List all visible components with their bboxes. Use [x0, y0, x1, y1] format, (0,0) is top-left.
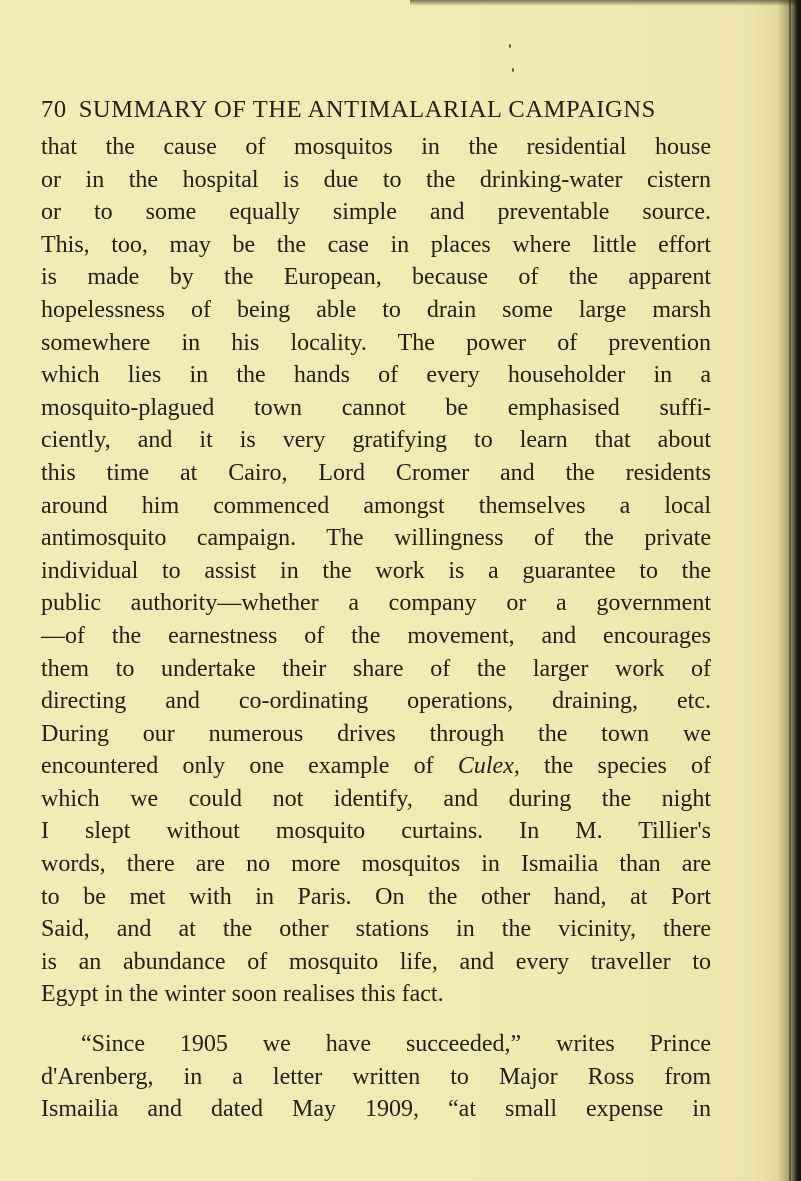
text-line: —of the earnestness of the movement, and encourages: [41, 622, 711, 649]
text-line: This, too, may be the case in places where little effort: [41, 231, 711, 258]
text-line: During our numerous drives through the town we: [41, 720, 711, 747]
text-line: Egypt in the winter soon realises this fact.: [41, 981, 444, 1008]
text-line: d'Arenberg, in a letter written to Major Ross from: [41, 1063, 711, 1090]
paragraph-1: [41, 131, 711, 1011]
text-line: Said, and at the other stations in the vicinity, there: [41, 916, 711, 943]
text-line: which we could not identify, and during the night: [41, 785, 711, 812]
text-line: hopelessness of being able to drain some large marsh: [41, 296, 711, 323]
text-line: this time at Cairo, Lord Cromer and the residents: [41, 459, 711, 486]
page-number: 70: [41, 96, 67, 123]
taxon-name: Culex: [457, 753, 514, 780]
paragraph-2: [41, 1028, 711, 1126]
text-line: ciently, and it is very gratifying to learn that about: [41, 427, 711, 454]
text-line: that the cause of mosquitos in the residential house: [41, 134, 711, 160]
text-line: is made by the European, because of the apparent: [41, 264, 711, 291]
text-line: mosquito-plagued town cannot be emphasised suffi-: [41, 394, 711, 421]
running-title: SUMMARY OF THE ANTIMALARIAL CAMPAIGNS: [78, 96, 656, 123]
paper-speck: [509, 44, 511, 48]
text-line: or in the hospital is due to the drinking-water cistern: [41, 166, 711, 193]
text-line: to be met with in Paris. On the other hand, at Port: [41, 883, 711, 910]
text-line: them to undertake their share of the larger work of: [41, 655, 711, 682]
paper-speck: [512, 68, 514, 72]
text-line: or to some equally simple and preventable source.: [41, 199, 711, 226]
text-line: encountered only one example of Culex, the species of: [41, 753, 711, 780]
paragraph-gap: [41, 1011, 711, 1028]
text-line: directing and co-ordinating operations, draining, etc.: [41, 688, 711, 715]
text-line: words, there are no more mosquitos in Ismailia than are: [41, 851, 711, 878]
text-line: Ismailia and dated May 1909, “at small expense in: [41, 1096, 711, 1123]
text-line: which lies in the hands of every householder in a: [41, 362, 711, 389]
text-line: around him commenced amongst themselves a local: [41, 492, 711, 519]
text-line: antimosquito campaign. The willingness of the private: [41, 525, 711, 552]
text-line: individual to assist in the work is a guarantee to the: [41, 557, 711, 584]
text-line: is an abundance of mosquito life, and every traveller to: [41, 948, 711, 975]
text-line: somewhere in his locality. The power of prevention: [41, 329, 711, 356]
body-text: [41, 131, 711, 1126]
running-header: [41, 96, 721, 124]
text-line: I slept without mosquito curtains. In M. Tillier's: [41, 818, 711, 845]
text-line: “Since 1905 we have succeeded,” writes Prince: [81, 1031, 711, 1058]
text-line: public authority—whether a company or a government: [41, 590, 711, 617]
top-edge-shadow: [410, 0, 801, 6]
binding-edge-shadow: [777, 0, 801, 1181]
